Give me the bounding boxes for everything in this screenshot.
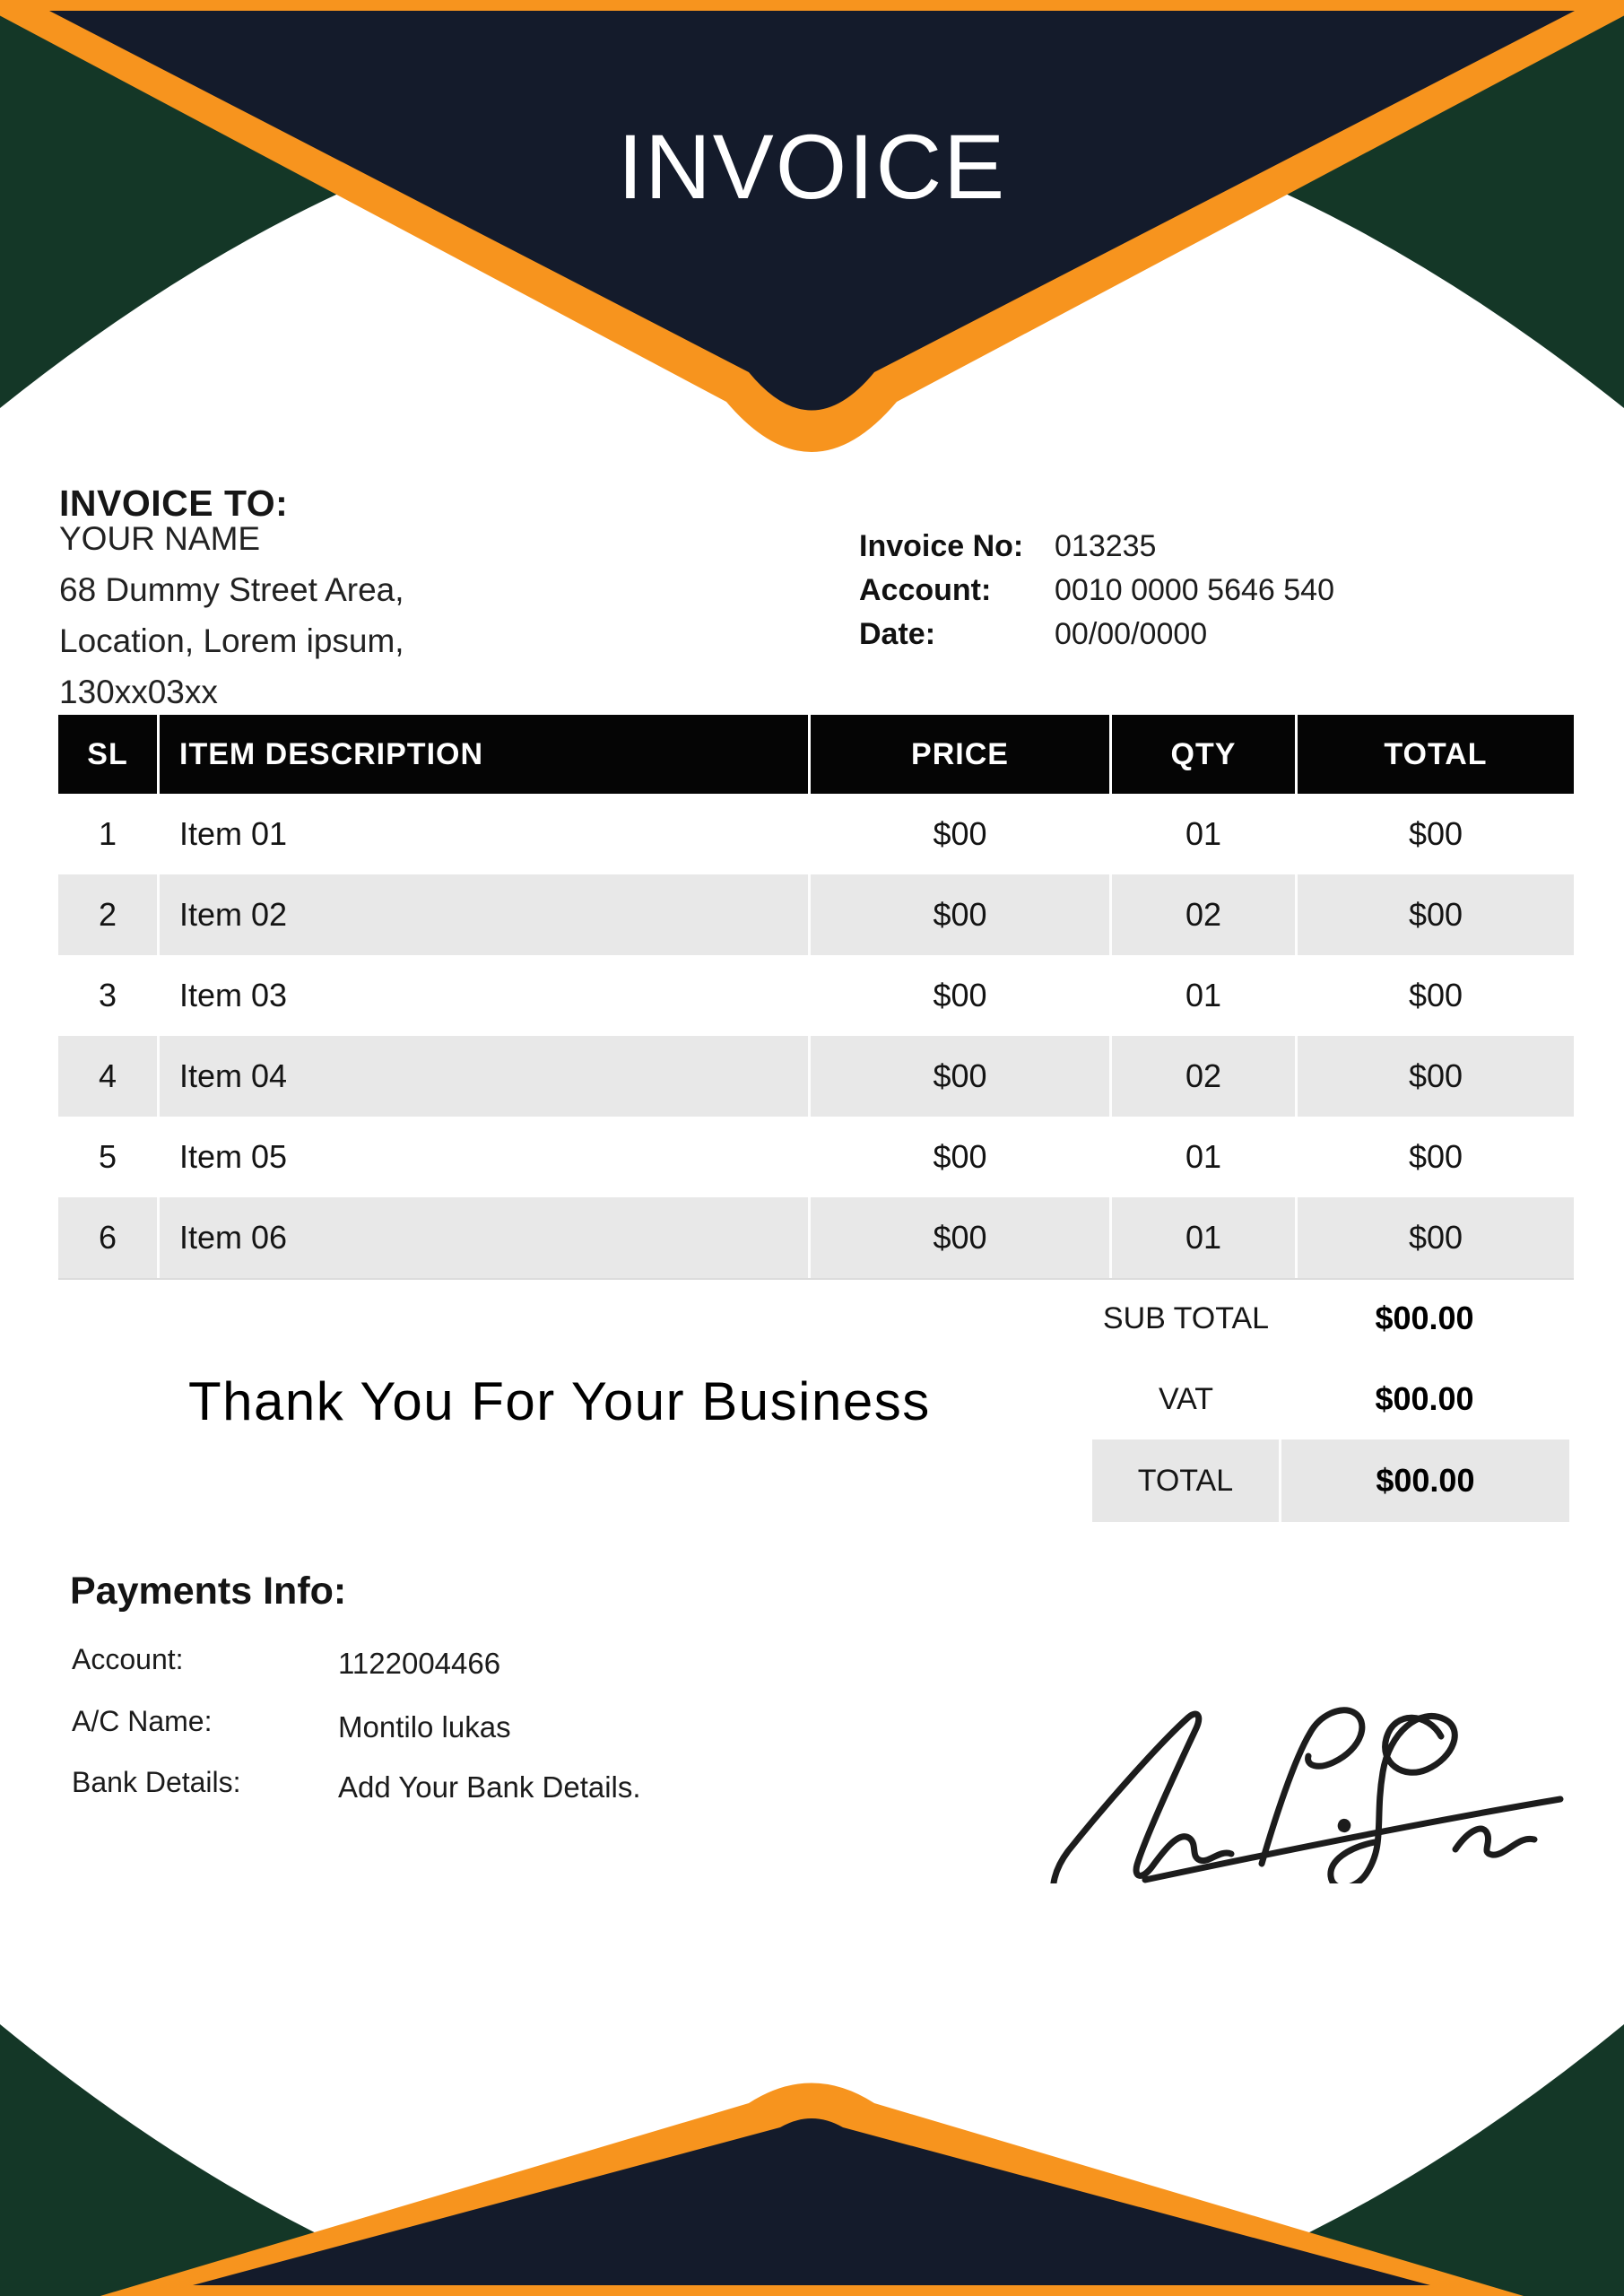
table-row — [58, 1036, 1574, 1117]
cell-item: Item 02 — [157, 874, 808, 955]
client-address-line: 130xx03xx — [59, 674, 218, 710]
table-row — [58, 955, 1574, 1036]
invoice-to-block — [59, 513, 404, 718]
vat-label: VAT — [1158, 1381, 1214, 1416]
vat-value: $00.00 — [1375, 1380, 1474, 1417]
cell-qty: 01 — [1109, 1197, 1295, 1278]
col-header-sl: SL — [87, 736, 128, 771]
cell-price: $00 — [808, 874, 1109, 955]
col-header-item: ITEM DESCRIPTION — [157, 715, 808, 794]
vat-row — [1092, 1359, 1569, 1439]
cell-total: $00 — [1295, 794, 1574, 874]
account-value: 0010 0000 5646 540 — [1055, 573, 1334, 607]
payment-bank-label: Bank Details: — [72, 1766, 241, 1798]
invoice-number-label: Invoice No: — [859, 529, 1024, 563]
cell-item: Item 05 — [157, 1117, 808, 1197]
payment-bank-value: Add Your Bank Details. — [338, 1770, 641, 1804]
cell-total: $00 — [1295, 874, 1574, 955]
cell-total: $00 — [1295, 1036, 1574, 1117]
footer-decoration — [0, 1883, 1624, 2296]
total-value: $00.00 — [1279, 1439, 1569, 1522]
cell-price: $00 — [808, 955, 1109, 1036]
cell-qty: 02 — [1109, 874, 1295, 955]
payment-acname-label: A/C Name: — [72, 1705, 213, 1737]
col-header-qty: QTY — [1109, 715, 1295, 794]
cell-item: Item 06 — [157, 1197, 808, 1278]
cell-sl: 1 — [98, 815, 117, 852]
client-address-line: Location, Lorem ipsum, — [59, 622, 404, 659]
cell-total: $00 — [1295, 955, 1574, 1036]
subtotal-value: $00.00 — [1375, 1300, 1474, 1336]
cell-qty: 02 — [1109, 1036, 1295, 1117]
account-row — [859, 569, 1397, 613]
payment-account-value: 1122004466 — [338, 1647, 501, 1680]
payment-account-label: Account: — [72, 1643, 184, 1675]
cell-total: $00 — [1295, 1197, 1574, 1278]
invoice-title: INVOICE — [617, 116, 1007, 218]
cell-item: Item 01 — [157, 794, 808, 874]
table-row — [58, 1197, 1574, 1280]
invoice-number-row — [859, 525, 1397, 569]
subtotal-row — [1092, 1278, 1569, 1359]
cell-item: Item 04 — [157, 1036, 808, 1117]
cell-qty: 01 — [1109, 1117, 1295, 1197]
cell-price: $00 — [808, 1197, 1109, 1278]
cell-qty: 01 — [1109, 955, 1295, 1036]
cell-total: $00 — [1295, 1117, 1574, 1197]
col-header-price: PRICE — [808, 715, 1109, 794]
date-label: Date: — [859, 617, 936, 651]
invoice-meta-block — [859, 525, 1397, 657]
payments-heading: Payments Info: — [70, 1570, 347, 1613]
col-header-total: TOTAL — [1295, 715, 1574, 794]
table-row — [58, 874, 1574, 955]
cell-qty: 01 — [1109, 794, 1295, 874]
cell-sl: 5 — [98, 1138, 117, 1175]
cell-price: $00 — [808, 1117, 1109, 1197]
cell-price: $00 — [808, 1036, 1109, 1117]
cell-sl: 2 — [98, 896, 117, 933]
table-row — [58, 1117, 1574, 1197]
date-value: 00/00/0000 — [1055, 617, 1208, 651]
account-label: Account: — [859, 573, 992, 607]
invoice-number-value: 013235 — [1055, 529, 1157, 563]
date-row — [859, 613, 1397, 657]
total-label: TOTAL — [1137, 1463, 1234, 1498]
items-table-header — [58, 715, 1574, 794]
header-decoration — [0, 0, 1624, 466]
total-row — [1092, 1439, 1569, 1522]
cell-sl: 4 — [98, 1057, 117, 1094]
cell-item: Item 03 — [157, 955, 808, 1036]
subtotal-label: SUB TOTAL — [1102, 1300, 1270, 1335]
thank-you-message: Thank You For Your Business — [188, 1371, 931, 1431]
items-table — [58, 715, 1574, 1280]
payment-acname-value: Montilo lukas — [338, 1710, 511, 1744]
client-name: YOUR NAME — [59, 520, 261, 557]
table-row — [58, 794, 1574, 874]
client-address-line: 68 Dummy Street Area, — [59, 571, 404, 608]
cell-price: $00 — [808, 794, 1109, 874]
cell-sl: 3 — [98, 977, 117, 1013]
cell-sl: 6 — [98, 1219, 117, 1256]
invoice-to-heading: INVOICE TO: — [59, 483, 289, 524]
